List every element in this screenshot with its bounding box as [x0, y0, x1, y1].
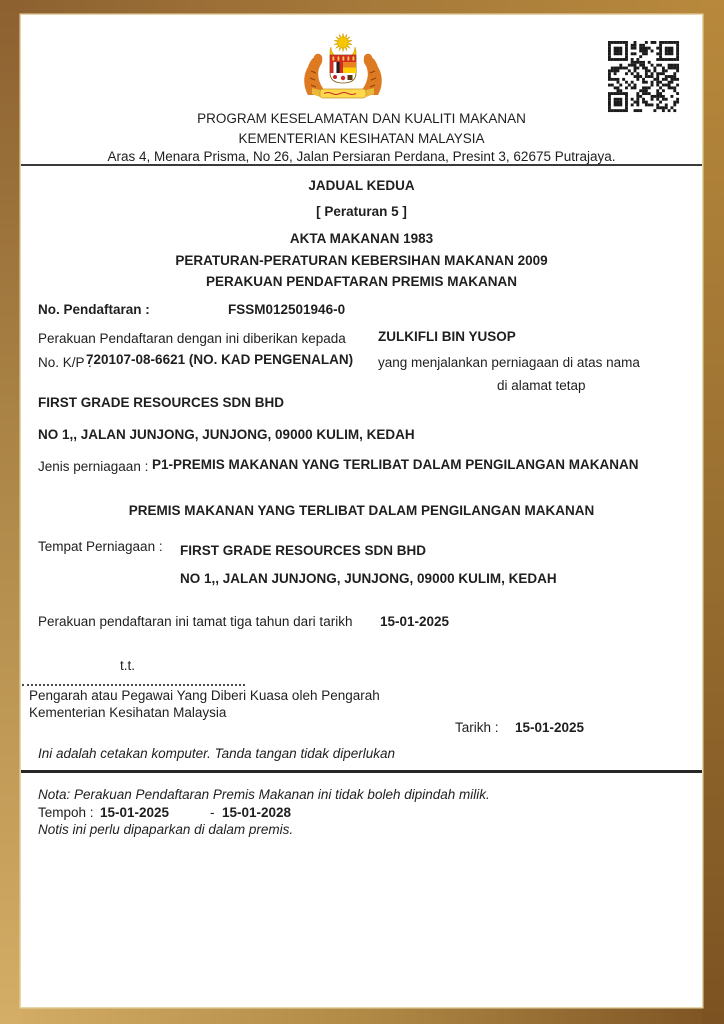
sign-date-value: 15-01-2025: [515, 720, 585, 735]
premises-name: FIRST GRADE RESOURCES SDN BHD: [180, 543, 427, 558]
at-address: di alamat tetap: [497, 378, 586, 393]
nota-line: Nota: Perakuan Pendaftaran Premis Makanan ini tidak boleh dipindah milik.: [38, 787, 490, 802]
authority-line1: Pengarah atau Pegawai Yang Diberi Kuasa oleh Pengarah: [29, 688, 380, 703]
signature-line: [22, 684, 245, 686]
computer-note: Ini adalah cetakan komputer. Tanda tangan tidak diperlukan: [38, 746, 395, 761]
business-type-value: P1-PREMIS MAKANAN YANG TERLIBAT DALAM PENGILANGAN MAKANAN: [152, 457, 639, 472]
owner-name: ZULKIFLI BIN YUSOP: [378, 329, 516, 344]
company-address: NO 1,, JALAN JUNJONG, JUNJONG, 09000 KULIM, KEDAH: [38, 427, 415, 442]
frame-top: [0, 0, 724, 15]
tempoh-to: 15-01-2028: [222, 805, 292, 820]
title-certificate: PERAKUAN PENDAFTARAN PREMIS MAKANAN: [205, 274, 517, 289]
header-address: Aras 4, Menara Prisma, No 26, Jalan Persiaran Perdana, Presint 3, 62675 Putrajaya.: [107, 149, 616, 164]
authority-line2: Kementerian Kesihatan Malaysia: [29, 705, 227, 720]
title-regulations2009: PERATURAN-PERATURAN KEBERSIHAN MAKANAN 2009: [175, 253, 548, 268]
business-category-heading: PREMIS MAKANAN YANG TERLIBAT DALAM PENGILANGAN MAKANAN: [128, 503, 595, 518]
premises-label: Tempat Perniagaan :: [38, 539, 163, 554]
title-act: AKTA MAKANAN 1983: [289, 231, 434, 246]
premises-address: NO 1,, JALAN JUNJONG, JUNJONG, 09000 KULIM, KEDAH: [180, 571, 557, 586]
expiry-date: 15-01-2025: [380, 614, 450, 629]
registration-label: No. Pendaftaran :: [38, 302, 150, 317]
frame-right: [702, 0, 724, 1024]
qr-code-icon: [605, 38, 682, 115]
expiry-text: Perakuan pendaftaran ini tamat tiga tahun dari tarikh: [38, 614, 353, 629]
ic-value: 720107-08-6621 (NO. KAD PENGENALAN): [86, 352, 354, 367]
title-schedule: JADUAL KEDUA: [308, 178, 415, 193]
shield: [330, 55, 356, 83]
tempoh-from: 15-01-2025: [100, 805, 170, 820]
tempoh-label: Tempoh :: [38, 805, 94, 820]
ic-label: No. K/P :: [38, 355, 92, 370]
header-divider: [21, 164, 702, 166]
sign-date-label: Tarikh :: [455, 720, 499, 735]
business-type-label: Jenis perniagaan :: [38, 459, 149, 474]
header-ministry: KEMENTERIAN KESIHATAN MALAYSIA: [238, 131, 485, 146]
malaysia-coat-of-arms-icon: [298, 31, 388, 105]
display-note: Notis ini perlu dipaparkan di dalam premis.: [38, 822, 294, 837]
title-regulation: [ Peraturan 5 ]: [316, 204, 407, 219]
tempoh-separator: -: [210, 805, 215, 820]
frame-bottom: [0, 1007, 724, 1024]
registration-value: FSSM012501946-0: [228, 302, 346, 317]
certificate-page: [21, 15, 702, 1007]
given-to-label: Perakuan Pendaftaran dengan ini diberikan kepada: [38, 331, 346, 346]
footer-divider: [21, 770, 702, 773]
frame-left: [0, 0, 21, 1024]
header-program: PROGRAM KESELAMATAN DAN KUALITI MAKANAN: [197, 111, 526, 126]
tt-mark: t.t.: [120, 658, 136, 673]
company-name: FIRST GRADE RESOURCES SDN BHD: [38, 395, 285, 410]
runs-business: yang menjalankan perniagaan di atas nama: [378, 355, 640, 370]
motto-banner: [312, 88, 374, 98]
federal-star: [334, 33, 352, 51]
